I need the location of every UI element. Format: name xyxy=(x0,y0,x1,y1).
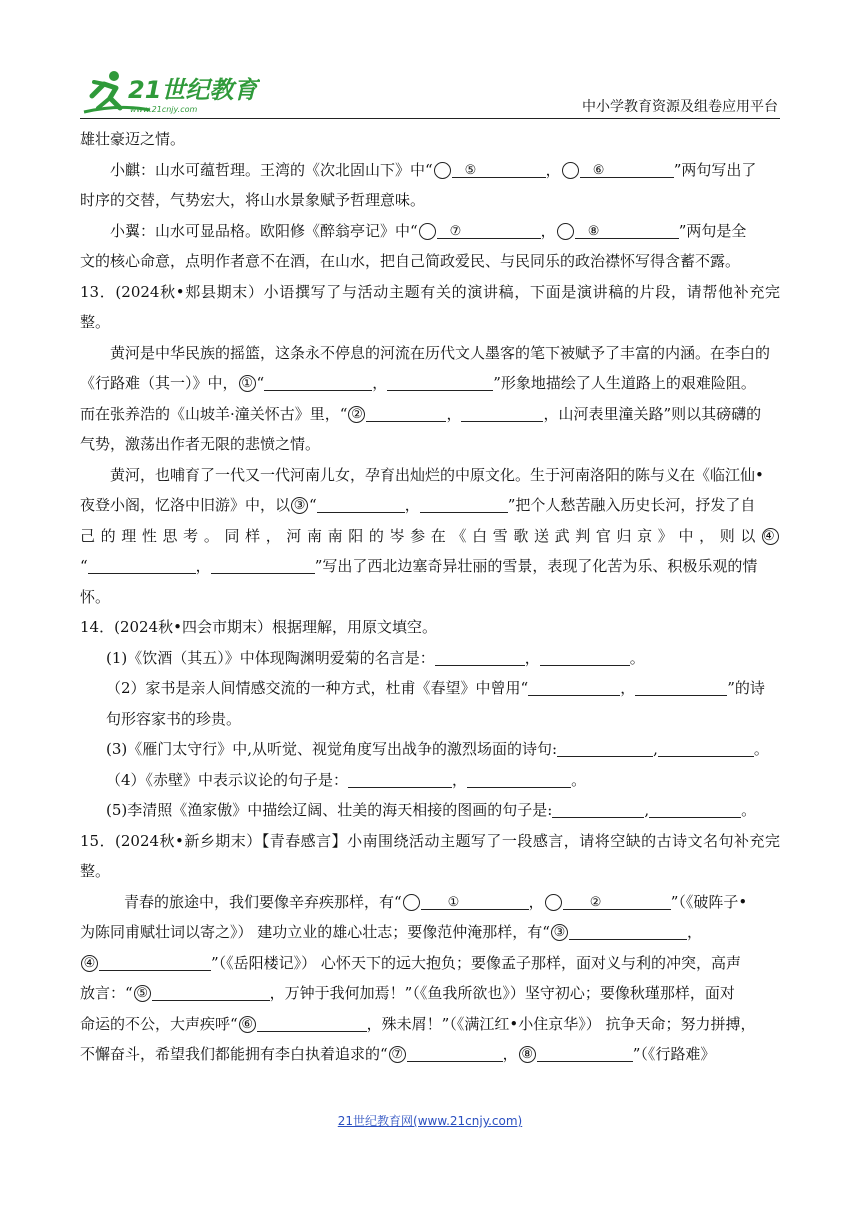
fill-blank[interactable] xyxy=(575,221,679,239)
text: ”两句写出了 xyxy=(673,160,757,179)
circled-number: ① xyxy=(239,375,256,392)
fill-blank[interactable] xyxy=(152,983,270,1001)
logo-text: 21世纪教育 xyxy=(128,76,258,104)
page-header xyxy=(0,0,860,120)
text: (3)《雁门太守行》中,从听觉、视觉角度写出战争的激烈场面的诗句: xyxy=(106,740,558,758)
fill-blank[interactable] xyxy=(421,892,529,910)
question-13-title: 13．(2024秋•郏县期末）小语撰写了与活动主题有关的演讲稿，下面是演讲稿的片段，请帮他补充完整。 xyxy=(80,282,780,331)
fill-blank[interactable] xyxy=(528,678,620,696)
text: 《行路难（其一）》中， xyxy=(80,374,238,392)
text: “ xyxy=(309,496,317,514)
text: ”写出了西北边塞奇异壮丽的雪景，表现了化苦为乐、积极乐观的情 xyxy=(314,557,758,575)
text: （2）家书是亲人间情感交流的一种方式，杜甫《春望》中曾用“ xyxy=(106,679,529,697)
fill-blank[interactable] xyxy=(257,1014,367,1032)
text: “ xyxy=(80,557,88,575)
fill-blank[interactable] xyxy=(563,892,671,910)
fill-blank[interactable] xyxy=(88,556,196,574)
text: ，山河表里潼关路”则以其磅礴的 xyxy=(543,404,762,423)
fill-blank[interactable] xyxy=(99,953,211,971)
text-line xyxy=(80,948,780,979)
text: (5)李清照《渔家傲》中描绘辽阔、壮美的海天相接的图画的句子是: xyxy=(106,801,553,819)
circled-number: ② xyxy=(545,894,562,911)
text-line xyxy=(80,917,780,948)
fill-blank[interactable] xyxy=(435,648,525,666)
text: ， xyxy=(372,374,388,392)
text: ”（《岳阳楼记》） 心怀天下的远大抱负；要像孟子那样，面对义与利的冲突，高声 xyxy=(211,953,741,972)
circled-number: ⑤ xyxy=(434,162,451,179)
text: 命运的不公，大声疾呼“ xyxy=(80,1014,238,1033)
text-line xyxy=(80,1009,780,1040)
fill-blank[interactable] xyxy=(467,770,571,788)
text-line xyxy=(80,368,780,399)
fill-blank[interactable] xyxy=(649,800,741,818)
fill-blank[interactable] xyxy=(552,800,644,818)
text-line xyxy=(80,887,780,918)
circled-number: ③ xyxy=(551,924,568,941)
sub-question-4 xyxy=(80,765,780,796)
text-line: 气势，激荡出作者无限的悲愤之情。 xyxy=(80,435,321,453)
sub-question-2 xyxy=(80,673,780,704)
text: ， xyxy=(452,770,468,789)
text: ，殊未屑！”（《满江红•小住京华》） 抗争天命；努力拼搏， xyxy=(366,1014,756,1033)
text: ”形象地描绘了人生道路上的艰难险阻。 xyxy=(493,374,756,392)
text: 青春的旅途中，我们要像辛弃疾那样，有“ xyxy=(124,892,402,911)
circled-number: ④ xyxy=(81,955,98,972)
fill-blank[interactable] xyxy=(580,160,674,178)
fill-blank[interactable] xyxy=(437,221,541,239)
text-line: 黄河，也哺育了一代又一代河南儿女，孕育出灿烂的中原文化。生于河南洛阳的陈与义在《临江仙• xyxy=(110,465,764,484)
circled-number: ⑧ xyxy=(557,223,574,240)
text: ， xyxy=(686,923,702,941)
fill-blank[interactable] xyxy=(461,404,543,422)
sub-question-5 xyxy=(80,795,780,826)
text: 为陈同甫赋壮词以寄之》） 建功立业的雄心壮志；要像范仲淹那样，有“ xyxy=(80,923,550,941)
text: 。 xyxy=(629,648,645,667)
text: ， xyxy=(545,160,561,179)
circled-number: ④ xyxy=(762,528,779,545)
text: , xyxy=(644,801,650,819)
text: ”（《行路难》 xyxy=(632,1045,716,1063)
text-line xyxy=(80,521,780,552)
text: 放言：“ xyxy=(80,984,133,1002)
circled-number: ⑤ xyxy=(134,985,151,1002)
fill-blank[interactable] xyxy=(452,160,546,178)
logo-url: www.21cnjy.com xyxy=(130,105,198,114)
site-name: 中小学教育资源及组卷应用平台 xyxy=(582,99,778,115)
fill-blank[interactable] xyxy=(420,495,508,513)
circled-number: ⑥ xyxy=(562,162,579,179)
footer-link[interactable]: 21世纪教育网(www.21cnjy.com) xyxy=(337,1114,523,1128)
circled-number: ⑦ xyxy=(419,223,436,240)
text: 。 xyxy=(741,801,757,819)
text: ， xyxy=(620,679,636,697)
text-line: 怀。 xyxy=(80,587,111,606)
circled-number: ⑦ xyxy=(389,1046,406,1063)
text: 。 xyxy=(753,740,769,758)
fill-blank[interactable] xyxy=(557,739,653,757)
text-line: 时序的交替，气势宏大，将山水景象赋予哲理意味。 xyxy=(80,191,426,209)
question-14-title: 14．(2024秋•四会市期末）根据理解，用原文填空。 xyxy=(80,618,437,636)
text: ”（《破阵子• xyxy=(670,892,748,911)
fill-blank[interactable] xyxy=(407,1044,503,1062)
fill-blank[interactable] xyxy=(348,770,452,788)
text-line xyxy=(80,155,780,186)
document-body xyxy=(80,124,780,1070)
fill-blank[interactable] xyxy=(264,373,372,391)
fill-blank[interactable] xyxy=(211,556,315,574)
fill-blank[interactable] xyxy=(569,922,687,940)
text: 不懈奋斗，希望我们都能拥有李白执着追求的“ xyxy=(80,1045,388,1063)
page-footer xyxy=(0,1112,860,1129)
text-line xyxy=(80,490,780,521)
text: （4）《赤壁》中表示议论的句子是： xyxy=(106,770,349,789)
text: ， xyxy=(404,496,420,514)
text-line xyxy=(80,399,780,430)
text: 小翼：山水可显品格。欧阳修《醉翁亭记》中“ xyxy=(110,221,418,240)
text: ”把个人愁苦融入历史长河，抒发了自 xyxy=(507,496,756,514)
circled-number: ⑧ xyxy=(519,1046,536,1063)
text: ， xyxy=(540,221,556,240)
logo xyxy=(80,68,260,116)
fill-blank[interactable] xyxy=(387,373,493,391)
fill-blank[interactable] xyxy=(366,404,446,422)
text: ， xyxy=(528,892,544,911)
fill-blank[interactable] xyxy=(537,1044,633,1062)
text-line: 句形容家书的珍贵。 xyxy=(106,709,242,728)
question-15-title: 15．(2024秋•新乡期末）【青春感言】小南围绕活动主题写了一段感言，请将空缺的古诗文名句补充完整。 xyxy=(80,831,780,880)
text: 小麒：山水可蕴哲理。王湾的《次北固山下》中“ xyxy=(110,160,433,179)
sub-question-1 xyxy=(80,643,780,674)
text-line xyxy=(80,216,780,247)
fill-blank[interactable] xyxy=(540,648,630,666)
fill-blank[interactable] xyxy=(317,495,405,513)
text: ”的诗 xyxy=(727,679,765,697)
circled-number: ⑥ xyxy=(239,1016,256,1033)
text-line: 黄河是中华民族的摇篮，这条永不停息的河流在历代文人墨客的笔下被赋予了丰富的内涵。在李白的 xyxy=(110,343,771,362)
text: 而在张养浩的《山坡羊·潼关怀古》里，“ xyxy=(80,404,348,423)
circled-number: ③ xyxy=(291,497,308,514)
text: ， xyxy=(195,557,211,575)
text: 夜登小阁，忆洛中旧游》中，以 xyxy=(80,496,291,514)
text-line xyxy=(80,978,780,1009)
text: ， xyxy=(524,648,540,667)
text-line xyxy=(80,1039,780,1070)
fill-blank[interactable] xyxy=(658,739,754,757)
header-divider xyxy=(80,118,780,119)
text: ，万钟于我何加焉！”（《鱼我所欲也》）坚守初心；要像秋瑾那样，面对 xyxy=(269,984,735,1002)
circled-number: ① xyxy=(403,894,420,911)
text-line: 文的核心命意，点明作者意不在酒，在山水，把自己简政爱民、与民同乐的政治襟怀写得含蓄不露。 xyxy=(80,252,741,270)
text-line: 雄壮豪迈之情。 xyxy=(80,130,186,148)
fill-blank[interactable] xyxy=(635,678,727,696)
text: 己的理性思考。同样，河南南阳的岑参在《白雪歌送武判官归京》中，则以 xyxy=(80,526,761,545)
text-line xyxy=(80,551,780,582)
text: ， xyxy=(502,1045,518,1063)
text: ”两句是全 xyxy=(678,221,747,240)
text: 。 xyxy=(571,770,587,789)
circled-number: ② xyxy=(348,406,365,423)
text: (1)《饮酒（其五）》中体现陶渊明爱菊的名言是： xyxy=(106,648,435,667)
sub-question-3 xyxy=(80,734,780,765)
text: ， xyxy=(446,404,462,423)
text: , xyxy=(653,740,658,758)
text: “ xyxy=(256,374,265,392)
runner-logo-icon xyxy=(80,68,260,116)
